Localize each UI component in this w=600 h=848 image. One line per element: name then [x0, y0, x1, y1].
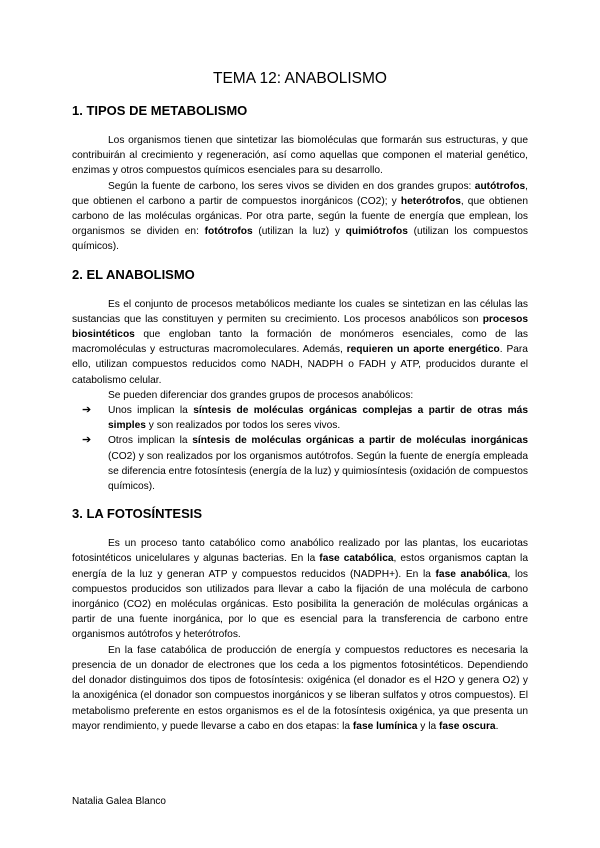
text-run: (utilizan la luz) y — [252, 226, 346, 238]
text-run: Otros implican la — [108, 435, 193, 447]
term-sintesis-complejas: síntesis de moléculas orgánicas complejas a partir de otras más simples — [108, 405, 528, 432]
text-run: y son realizados por todos los seres vivos. — [145, 420, 341, 432]
text-run: , que obtienen carbono de las moléculas orgánicas. Por otra parte, según la fuente de energía que emplean, los organismos se dividen en: — [72, 195, 529, 238]
term-fototrofos: fotótrofos — [204, 226, 253, 238]
term-aporte-energetico: requieren un aporte energético — [346, 344, 500, 356]
text-run: Es el conjunto de procesos metabólicos mediante los cuales se sintetizan en las células las sustancias que las constituyen y permiten su crecimiento. Los procesos anabólicos son — [72, 298, 528, 325]
paragraph-anabolismo-2: Se pueden diferenciar dos grandes grupos de procesos anabólicos: — [108, 389, 414, 401]
term-autotrofos: autótrofos — [474, 180, 526, 192]
text-run: , que obtienen el carbono a partir de compuestos inorgánicos (CO2); y — [72, 180, 528, 207]
paragraph-fotosintesis-1 — [72, 536, 528, 642]
paragraph-anabolismo-1 — [72, 297, 528, 388]
list-item — [72, 403, 528, 433]
term-fase-anabolica: fase anabólica — [435, 568, 508, 580]
section-heading-anabolismo: 2. EL ANABOLISMO — [72, 266, 195, 282]
text-run: (utilizan los compuestos químicos). — [72, 226, 528, 253]
term-heterotrofos: heterótrofos — [400, 195, 461, 207]
text-run: . — [495, 720, 499, 732]
text-run: , estos organismos captan la energía de la luz y generan ATP y compuestos reducidos (NADPH+). En la — [72, 553, 528, 580]
text-run: Según la fuente de carbono, los seres vivos se dividen en dos grandes grupos: — [108, 180, 475, 192]
bullet-list — [72, 403, 528, 494]
section-heading-tipos: 1. TIPOS DE METABOLISMO — [72, 103, 248, 118]
text-run: Es un proceso tanto catabólico como anabólico realizado por las plantas, los eucariotas fotosintéticos unicelulares y algunas bacterias. En la — [72, 538, 528, 565]
text-run: que engloban tanto la formación de monómeros esenciales, como de las macromoléculas y estructuras macromoleculares. Además, — [72, 329, 528, 356]
page-title: TEMA 12: ANABOLISMO — [212, 70, 387, 87]
section-heading-fotosintesis: 3. LA FOTOSÍNTESIS — [72, 506, 203, 522]
document-page — [72, 70, 528, 734]
term-procesos-biosinteticos: procesos biosintéticos — [72, 313, 528, 341]
text-run: En la fase catabólica de producción de energía y compuestos reductores es necesaria la presencia de un donador de electrones que los ceda a los pigmentos fotosintéticos. Dependiendo del donador distinguimos dos tipos de fotosíntesis: oxigénica (el donador es el H2O y genera O2) y la anoxigénica (el donador son compuestos inorgánicos y se liberan sulfatos y otros compuestos). El metabolismo preferente en estos organismos es el de la fotosíntesis oxigénica, ya que presenta un mayor rendimiento, y puede llevarse a cabo en dos etapas: la — [72, 644, 528, 732]
arrow-bullet-icon: ➔ — [82, 404, 92, 417]
text-run: Unos implican la — [108, 405, 194, 417]
text-run: y la — [417, 720, 439, 732]
term-fase-catabolica: fase catabólica — [319, 553, 394, 565]
term-sintesis-inorganicas: síntesis de moléculas orgánicas a partir de moléculas inorgánicas — [192, 435, 529, 447]
term-fase-oscura: fase oscura — [438, 720, 496, 732]
term-quimiotrofos: quimiótrofos — [345, 226, 408, 238]
list-item — [72, 433, 528, 494]
paragraph-tipos-2 — [72, 179, 528, 255]
paragraph-tipos-1: Los organismos tienen que sintetizar las biomoléculas que formarán sus estructuras, y que contribuirán al crecimiento y regeneración, así como aquellas que componen el material genético, enzimas y otros compuestos químicos esenciales para su desarrollo. — [72, 135, 528, 177]
text-run: . Para ello, utilizan compuestos reducidos como NADH, NADPH o FADH y ATP, producidos durante el catabolismo celular. — [72, 344, 528, 386]
text-run: (CO2) y son realizados por los organismos autótrofos. Según la fuente de energía empleada se diferencia entre fotosíntesis (energía de la luz) y quimiosíntesis (oxidación de compuestos químicos). — [108, 450, 528, 493]
arrow-bullet-icon: ➔ — [82, 434, 92, 447]
term-fase-luminica: fase lumínica — [352, 720, 418, 732]
footer-author: Natalia Galea Blanco — [72, 796, 166, 807]
paragraph-fotosintesis-2 — [72, 643, 528, 734]
text-run: , los compuestos producidos son utilizados para llevar a cabo la fijación de una molécula de carbono inorgánico (CO2) en moléculas orgánicas. Esto posibilita la generación de moléculas orgánicas a partir de una fuente inorgánica, por lo que es esencial para la transferencia de carbono entre organismos autótrofos y heterótrofos. — [72, 568, 529, 641]
